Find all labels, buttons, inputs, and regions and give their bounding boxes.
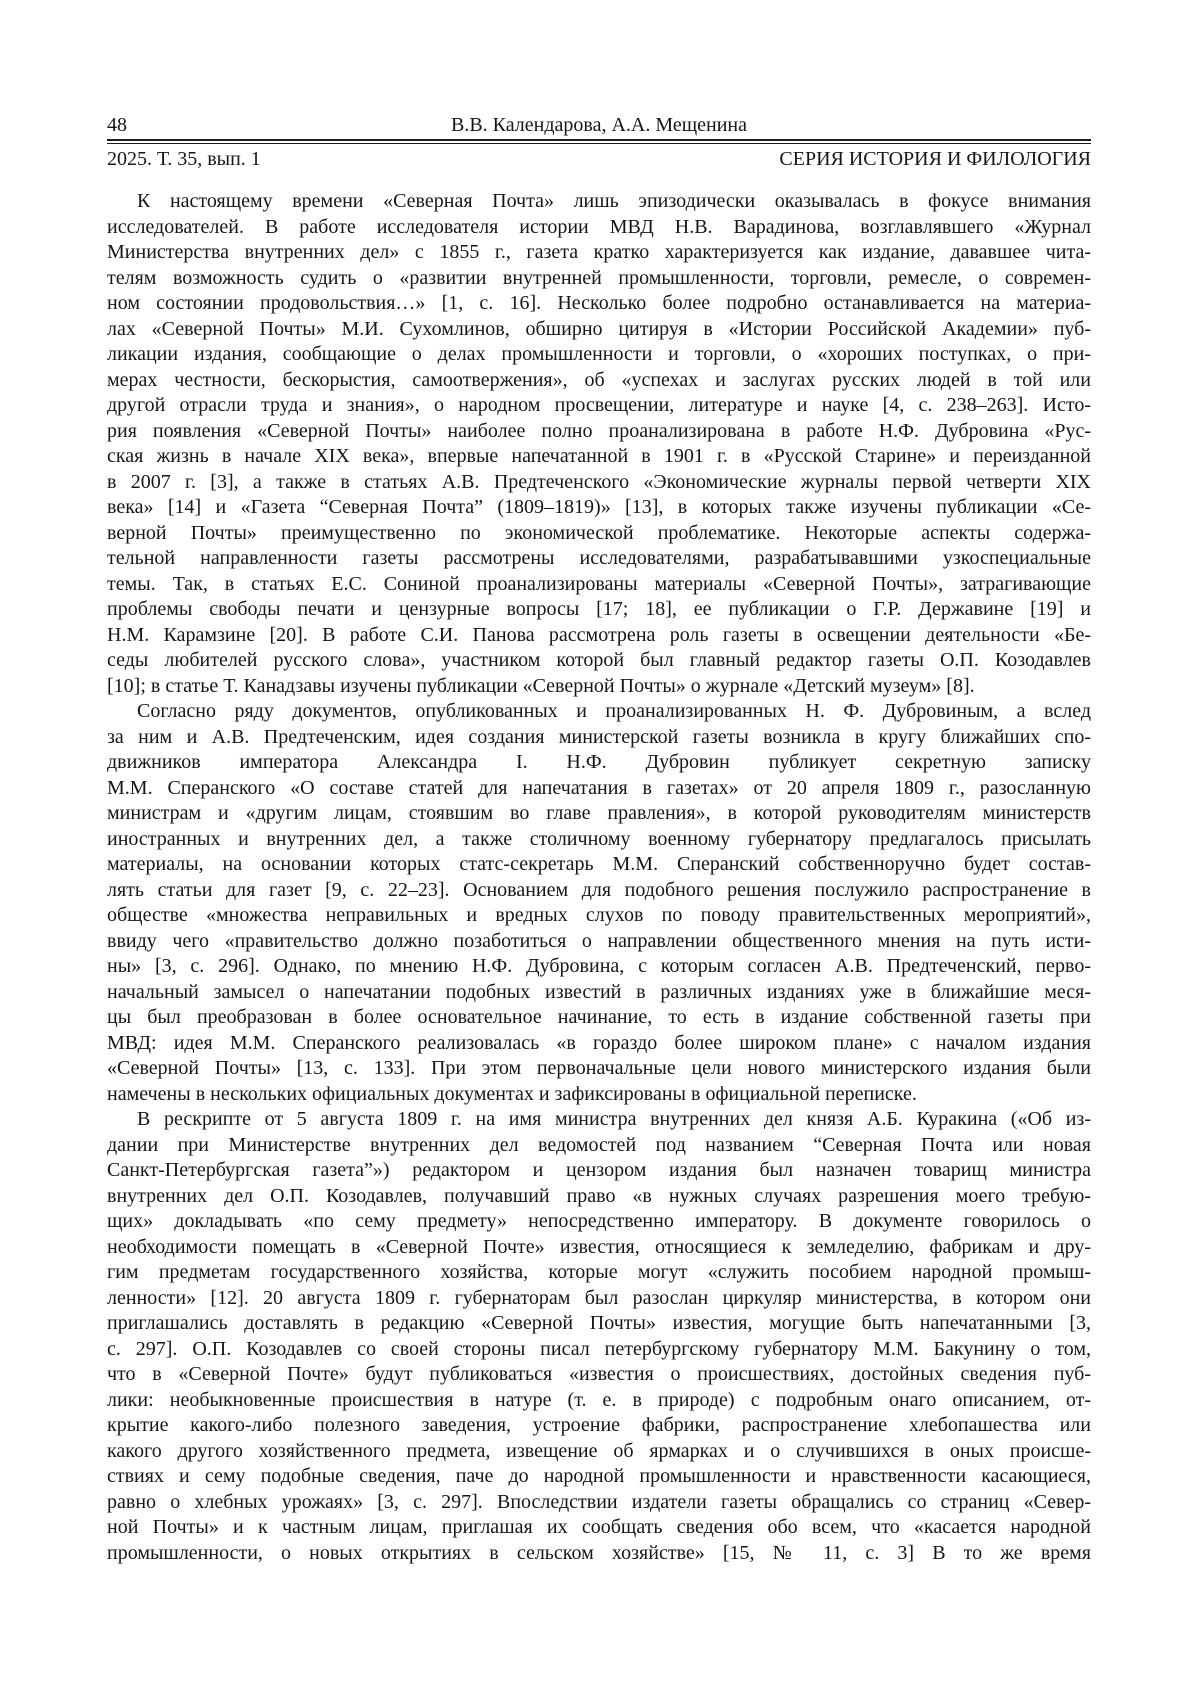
page-content [107,0,1091,1566]
text-line: темы. Так, в статьях Е.С. Сониной проанализированы материалы «Северной Почты», затрагивающие [107,572,1091,595]
page-number: 48 [107,114,127,136]
running-header [107,112,1091,138]
text-line: министрам и «другим лицам, стоявшим во главе правления», в которой руководителям министерств [107,802,1091,824]
article-body [107,189,1091,1566]
text-line: ленности» [12]. 20 августа 1809 г. губернаторам был разослан циркуляр министерства, в котором они [107,1286,1091,1309]
text-line: ввиду чего «правительство должно позаботиться о направлении общественного мнения на путь исти- [107,929,1091,952]
text-line: М.М. Сперанского «О составе статей для напечатания в газетах» от 20 апреля 1809 г., разосланную [107,776,1091,799]
text-line: исследователей. В работе исследователя истории МВД Н.В. Варадинова, возглавлявшего «Журнал [107,215,1091,238]
text-line: приглашались доставлять в редакцию «Северной Почты» известия, могущие быть напечатанными [3, [107,1312,1091,1334]
text-line: телям возможность судить о «развитии внутренней промышленности, торговли, ремесле, о современ- [107,266,1091,289]
text-line: щих» докладывать «по сему предмету» непосредственно императору. В документе говорилось о [107,1210,1091,1232]
text-line: ной Почты» и к частным лицам, приглашая их сообщать сведения обо всем, что «касается народной [107,1516,1091,1538]
text-line: века» [14] и «Газета “Северная Почта” (1809–1819)» [13], в которых также изучены публикации «Се- [107,496,1091,518]
text-line: Санкт-Петербургская газета”») редактором и цензором издания был назначен товарищ министра [107,1159,1091,1181]
text-line: «Северной Почты» [13, с. 133]. При этом первоначальные цели нового министерского издания были [107,1057,1091,1079]
text-line: Н.М. Карамзине [20]. В работе С.И. Панова рассмотрена роль газеты в освещении деятельности «Бе- [107,623,1091,646]
text-line: лах «Северной Почты» М.И. Сухомлинов, обширно цитируя в «Истории Российской Академии» пуб- [107,317,1091,340]
text-line: дании при Министерстве внутренних дел ведомостей под названием “Северная Почта или новая [107,1133,1091,1156]
text-line: проблемы свободы печати и цензурные вопросы [17; 18], ее публикации о Г.Р. Державине [19] и [107,598,1091,620]
text-line: в 2007 г. [3], а также в статьях А.В. Предтеченского «Экономические журналы первой четверти XIX [107,470,1091,493]
text-line: начальный замысел о напечатании подобных известий в различных изданиях уже в ближайшие меся- [107,980,1091,1003]
text-line: цы был преобразован в более основательное начинание, то есть в издание собственной газеты при [107,1006,1091,1028]
text-line: гим предметам государственного хозяйства, которые могут «служить пособием народной промыш- [107,1261,1091,1283]
running-title-authors: В.В. Календарова, А.А. Мещенина [450,114,748,136]
series-title: СЕРИЯ ИСТОРИЯ И ФИЛОЛОГИЯ [779,148,1091,170]
text-line: что в «Северной Почте» будут публиковаться «известия о происшествиях, достойных сведения пуб- [107,1363,1091,1385]
text-line: ствиях и сему подобные сведения, паче до народной промышленности и нравственности касающиеся, [107,1465,1091,1487]
issue-info: 2025. Т. 35, вып. 1 [107,148,261,170]
text-line: К настоящему времени «Северная Почта» лишь эпизодически оказывалась в фокусе внимания [137,190,1091,212]
text-line: за ним и А.В. Предтеченским, идея создания министерской газеты возникла в кругу ближайших спо- [107,725,1091,748]
text-line: ликации издания, сообщающие о делах промышленности и торговли, о «хороших поступках, о при- [107,343,1091,365]
text-line: ская жизнь в начале XIX века», впервые напечатанной в 1901 г. в «Русской Старине» и переизданной [107,445,1091,467]
text-line: верной Почты» преимущественно по экономической проблематике. Некоторые аспекты содержа- [107,521,1091,544]
text-line: рия появления «Северной Почты» наиболее полно проанализирована в работе Н.Ф. Дубровина «Рус- [107,419,1091,442]
text-line: обществе «множества неправильных и вредных слухов по поводу правительственных мероприятий», [107,904,1091,926]
text-line: ном состоянии продовольствия…» [1, с. 16]. Несколько более подробно останавливается на материа- [107,292,1091,314]
header-subrow [107,146,1091,172]
text-line: седы любителей русского слова», участником которой был главный редактор газеты О.П. Козодавлев [107,649,1091,671]
header-double-rule [107,139,1091,144]
text-line: другой отрасли труда и знания», о народном просвещении, литературе и науке [4, с. 238–263]. Исто- [107,394,1091,416]
text-line: материалы, на основании которых статс-секретарь М.М. Сперанский собственноручно будет состав- [107,853,1091,875]
text-line: движников императора Александра I. Н.Ф. Дубровин публикует секретную записку [107,751,1091,773]
text-line: с. 297]. О.П. Козодавлев со своей стороны писал петербургскому губернатору М.М. Бакунину о том, [107,1337,1091,1360]
text-line: внутренних дел О.П. Козодавлев, получавший право «в нужных случаях разрешения моего требую- [107,1184,1091,1207]
text-line: лики: необыкновенные происшествия в натуре (т. е. в природе) с подробным онаго описанием, от- [107,1388,1091,1411]
text-line: Министерства внутренних дел» с 1855 г., газета кратко характеризуется как издание, дававшее чита- [107,241,1091,263]
text-line: тельной направленности газеты рассмотрены исследователями, разрабатывавшими узкоспециальные [107,547,1091,569]
text-line: [10]; в статье Т. Канадзавы изучены публикации «Северной Почты» о журнале «Детский музеум» [8]. [107,674,975,697]
text-line: равно о хлебных урожаях» [3, с. 297]. Впоследствии издатели газеты обращались со страниц «Север- [107,1490,1091,1513]
text-line: иностранных и внутренних дел, а также столичному военному губернатору предлагалось присылать [107,827,1091,850]
text-line: ны» [3, с. 296]. Однако, по мнению Н.Ф. Дубровина, с которым согласен А.В. Предтеченский, перво- [107,955,1091,977]
text-line: лять статьи для газет [9, с. 22–23]. Основанием для подобного решения послужило распространение в [107,878,1091,901]
text-line: МВД: идея М.М. Сперанского реализовалась «в гораздо более широком плане» с началом издания [107,1031,1091,1054]
text-line: В рескрипте от 5 августа 1809 г. на имя министра внутренних дел князя А.Б. Куракина («Об из- [137,1108,1091,1130]
text-line: необходимости помещать в «Северной Почте» известия, относящиеся к земледелию, фабрикам и дру- [107,1235,1091,1258]
text-line: мерах честности, бескорыстия, самоотвержения», об «успехах и заслугах русских людей в той или [107,368,1091,391]
text-line: какого другого хозяйственного предмета, извещение об ярмарках и о случившихся в оных происше- [107,1439,1091,1462]
text-line: промышленности, о новых открытиях в сельском хозяйстве» [15, № 11, с. 3] В то же время [107,1541,1091,1564]
text-line: намечены в нескольких официальных документах и зафиксированы в официальной переписке. [107,1082,917,1105]
text-line: крытие какого-либо полезного заведения, устроение фабрики, распространение хлебопашества или [107,1414,1091,1436]
text-line: Согласно ряду документов, опубликованных и проанализированных Н. Ф. Дубровиным, а вслед [137,700,1091,722]
